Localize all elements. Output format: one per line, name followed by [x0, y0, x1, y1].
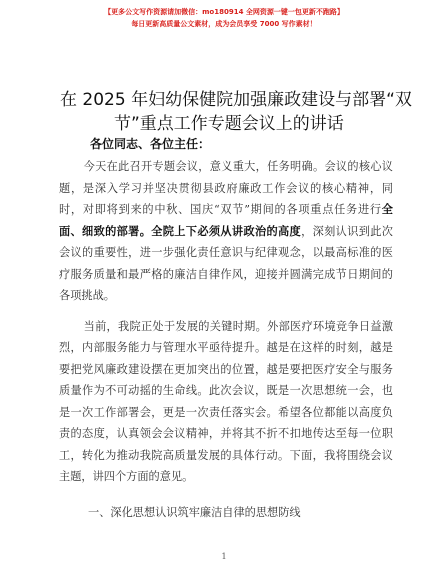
promo-banner-line1: 【更多公文写作资源请加微信：mo180914 全网资源一键一包更新不跑路】 [104, 8, 344, 16]
paragraph-1-text-b: ，深刻认识到此次会议的重要性，进一步强化责任意识与纪律观念，以最高标准的医疗服务质量和最严格的廉洁自律作风，迎接并圆满完成节日期间的各项挑战。 [59, 224, 393, 302]
salutation: 各位同志、各位主任： [90, 137, 211, 151]
document-body [59, 156, 393, 488]
title-line1: 在 2025 年妇幼保健院加强廉政建设与部署“双 [60, 90, 412, 110]
page-number: 1 [221, 552, 227, 561]
section-heading-1: 一、深化思想认识筑牢廉洁自律的思想防线 [88, 506, 301, 519]
promo-banner [0, 6, 448, 30]
paragraph-1-bold: 全面、细致的部署。全院上下必须从讲政治的高度 [59, 203, 393, 238]
paragraph-2: 当前，我院正处于发展的关键时期。外部医疗环境竞争日益激烈，内部服务能力与管理水平亟待提升。越是在这样的时刻，越是要把党风廉政建设摆在更加突出的位置，越是要把医疗安全与服务质量作为不可动摇的生命线。此次会议，既是一次思想统一会，也是一次工作部署会，更是一次责任落实会。希望各位都能以高度负责的态度，认真领会会议精神，并将其不折不扣地传达至每一位职工，转化为推动我院高质量发展的具体行动。下面，我将围绕会议主题，讲四个方面的意见。 [59, 319, 393, 483]
paragraph-1-text-a: 今天在此召开专题会议，意义重大，任务明确。会议的核心议题，是深入学习并坚决贯彻县政府廉政工作会议的核心精神，同时，对即将到来的中秋、国庆“双节”期间的各项重点任务进行 [59, 160, 393, 216]
paragraph-1 [59, 156, 393, 307]
promo-banner-line2: 每日更新高质量公文素材，成为会员享受 7000 写作素材！ [131, 20, 317, 28]
document-title [60, 88, 418, 136]
title-line2: 节”重点工作专题会议上的讲话 [114, 114, 344, 134]
